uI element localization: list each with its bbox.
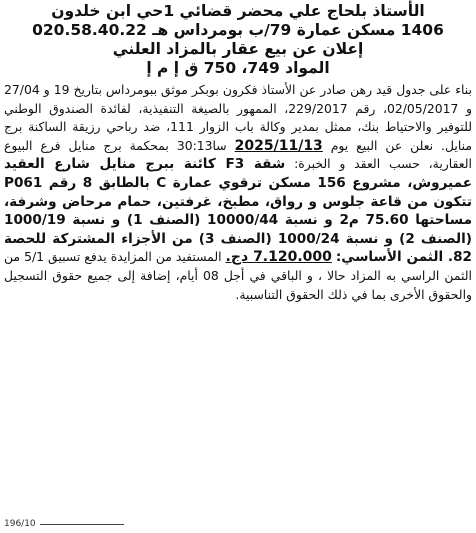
notice-title: إعلان عن بيع عقار بالمزاد العلني <box>112 40 364 58</box>
notice-body <box>4 81 472 304</box>
property-description: شقة F3 كائنة ببرج منايل شارع العقيد عميروش، مشروع 156 مسكن ترقوي عمارة C بالطابق 8 رقم P061 تتكون من قاعة جلوس و رواق، مطبخ، غرفتين، حمام مرحاض وشرفة، مساحتها 75.60 م2 و نسبة 10000/44 (الصنف 1) و نسبة 1000/19 (الصنف 2) و نسبة 1000/24 (الصنف 3) من الأجزاء المشتركة للحصة 82. الثمن الأساسي: <box>4 156 473 266</box>
sale-date: 2025/11/13 <box>234 137 323 154</box>
notice-reference-code: 196/10 <box>4 519 36 529</box>
notice-header <box>4 2 472 78</box>
base-price: 7.120.000 دج. <box>225 249 332 266</box>
body-paragraph-4: المستفيد من المزايدة يدفع تسبيق 5/1 من الثمن الراسي به المزاد حالا ، و الباقي في أجل 08 أيام، إضافة إلى جميع حقوق التسجيل والحقوق الأخرى بما في ذلك الحقوق التناسبية. <box>4 249 472 302</box>
footer-divider <box>40 524 124 525</box>
auction-notice <box>4 2 472 304</box>
bailiff-address-line: 1406 مسكن عمارة 79/ب بومرداس هـ 020.58.40.22 <box>32 21 444 39</box>
legal-articles-line: المواد 749، 750 ق إ م إ <box>146 59 330 77</box>
body-paragraph-2: سا30:13 بمحكمة برج منايل فرع البيوع العقارية، حسب العقد و الخبرة: <box>4 137 472 172</box>
notice-footer <box>4 519 124 529</box>
bailiff-name-line: الأستاذ بلحاج علي محضر قضائي 1حي ابن خلدون <box>51 2 425 20</box>
body-paragraph-1: بناء على جدول قيد رهن صادر عن الأستاذ فكرون بوبكر موثق ببومرداس بتاريخ 19 و 27/04 و 02/05/2017، رقم 229/2017، الممهور بالصيغة التنفيذية، لفائدة الصندوق الوطني للتوفير والاحتياط بنك، ممثل بمدير وكالة باب الزوار 111، ضد رباحي رزيقة الساكنة برج منايل. نعلن عن البيع يوم <box>4 82 472 153</box>
